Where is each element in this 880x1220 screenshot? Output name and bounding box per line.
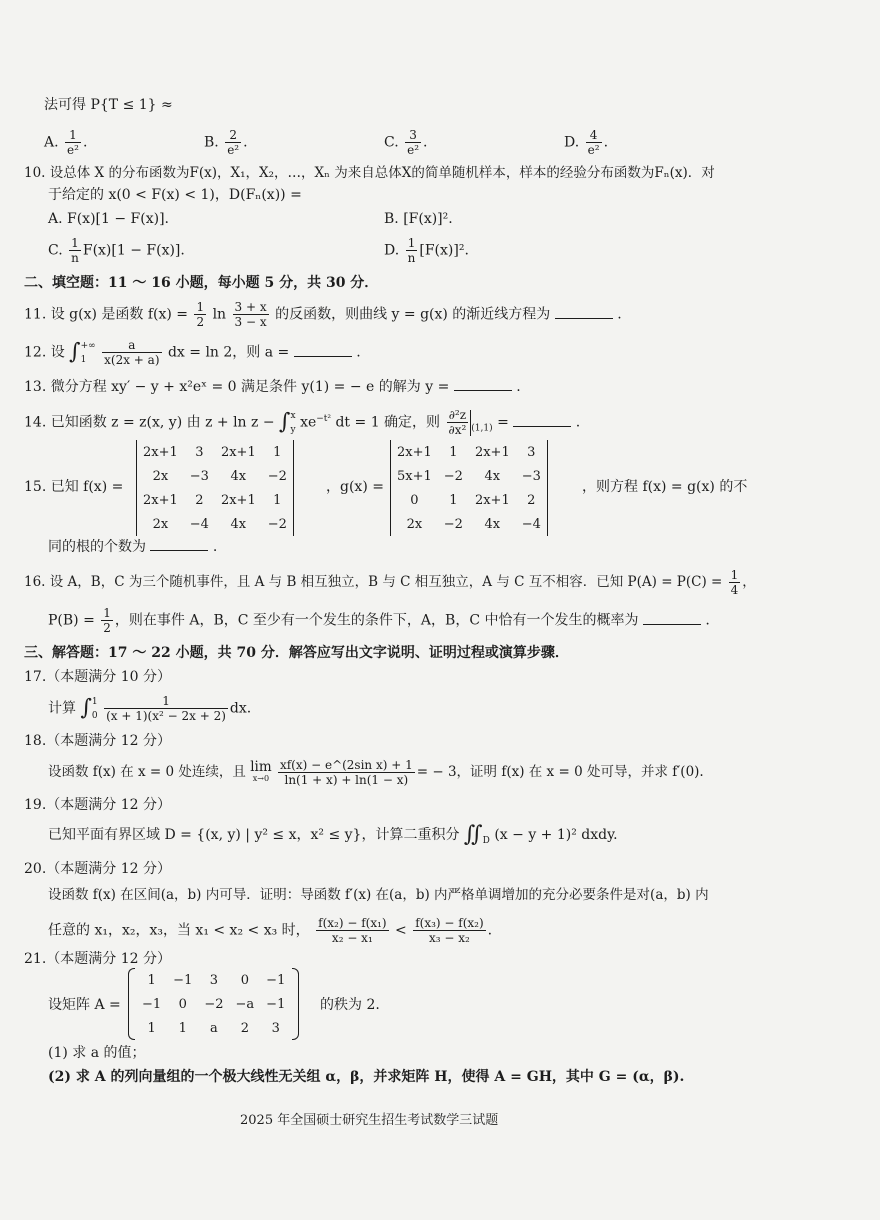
cell: 2x+1 [397, 444, 432, 460]
q15-pre: 15. 已知 f(x) = [24, 479, 124, 495]
q18-body [48, 758, 704, 787]
q21-head: 21.（本题满分 12 分） [24, 951, 171, 967]
numerator: 1 [406, 236, 418, 251]
cell: 3 [209, 972, 219, 988]
cell: −1 [266, 972, 286, 988]
left-bracket [128, 968, 135, 1040]
cell: 5x+1 [397, 468, 432, 484]
lower-limit: y [290, 424, 296, 435]
denominator: e² [407, 143, 420, 157]
q17-head: 17.（本题满分 10 分） [24, 669, 171, 685]
cell: 4x [230, 468, 247, 484]
option-label: C. [384, 134, 399, 151]
q11 [24, 300, 622, 329]
q21-post: 的秩为 2. [320, 997, 380, 1013]
cell: 0 [178, 996, 187, 1012]
q16-line1 [24, 568, 756, 597]
q21-pre: 设矩阵 A = [48, 997, 121, 1013]
q20-head: 20.（本题满分 12 分） [24, 861, 171, 877]
numerator: 1 [104, 694, 228, 709]
region-label: D [482, 835, 490, 846]
numerator: 1 [69, 236, 81, 251]
cell: 2 [240, 1020, 249, 1036]
q11-post: 的反函数，则曲线 y = g(x) 的渐近线方程为 [275, 306, 551, 323]
matrix-a [128, 968, 299, 1040]
less-than: < [395, 922, 407, 939]
fraction [729, 568, 741, 597]
upper-limit: x [290, 410, 296, 421]
fraction [405, 128, 421, 157]
integral-limits [92, 695, 98, 723]
cell: 1 [273, 492, 282, 508]
denominator: (x + 1)(x² − 2x + 2) [106, 709, 226, 723]
cell: 2x+1 [220, 492, 256, 508]
q13-text: 13. 微分方程 xy′ − y + x²eˣ = 0 满足条件 y(1) = − e 的解为 y = [24, 379, 450, 395]
cell: 2x [152, 516, 169, 532]
q9-option-a [44, 128, 87, 157]
ln: ln [212, 306, 227, 323]
q16-line2 [48, 606, 710, 635]
page-footer: 2025 年全国硕士研究生招生考试数学三试题 [240, 1113, 499, 1128]
q15-mid: ，g(x) = [326, 479, 384, 495]
fraction [413, 916, 485, 945]
numerator: 1 [65, 128, 81, 143]
q12-pre: 12. 设 [24, 344, 65, 361]
q10-line1: 10. 设总体 X 的分布函数为F(x)，X₁，X₂，…，Xₙ 为来自总体X的简单随机样本，样本的经验分布函数为Fₙ(x)．对 [24, 165, 715, 181]
right-bracket [292, 968, 299, 1040]
determinant-row [137, 464, 293, 488]
q16-line1-tail: ， [742, 574, 756, 590]
fraction [69, 236, 81, 265]
numerator: 2 [225, 128, 241, 143]
double-integral-sign: ∬ [463, 822, 483, 847]
q11-pre: 11. 设 g(x) 是函数 f(x) = [24, 306, 189, 323]
fraction [586, 128, 602, 157]
cell: −4 [521, 516, 541, 532]
denominator: ln(1 + x) + ln(1 − x) [284, 773, 409, 787]
integral-limits [81, 339, 96, 367]
q14-end: . [575, 414, 581, 431]
q10-option-c [48, 236, 185, 265]
denominator: 3 − x [234, 315, 267, 329]
answer-blank [294, 344, 352, 357]
cell: −2 [443, 516, 463, 532]
option-tail: [F(x)]². [419, 242, 469, 259]
cell: −a [235, 996, 255, 1012]
cell: 4x [230, 516, 247, 532]
q9-option-c [384, 128, 428, 157]
cell: −3 [521, 468, 541, 484]
q14-mid2: dt = 1 确定，则 [335, 414, 441, 431]
q17-post: dx. [229, 700, 252, 717]
q13-end: . [516, 379, 521, 395]
q17-body [48, 694, 251, 723]
cell: 2x [152, 468, 169, 484]
lim: lim [250, 758, 272, 775]
q9-option-d [564, 128, 608, 157]
numerator: 3 [405, 128, 421, 143]
upper-limit: 1 [91, 696, 98, 707]
cell: 0 [410, 492, 419, 508]
determinant-row [391, 440, 547, 464]
cell: −2 [267, 516, 287, 532]
option-tail: . [423, 134, 428, 151]
lim-sub: x→0 [252, 773, 270, 783]
q16-end: . [705, 612, 710, 629]
lower-limit: 0 [91, 710, 98, 721]
q12-post: dx = ln 2，则 a = [167, 344, 290, 361]
cell: 1 [449, 492, 458, 508]
cell: 2x [406, 516, 423, 532]
denominator: x(2x + a) [104, 353, 160, 367]
section-3-header: 三、解答题：17 ～ 22 小题，共 70 分．解答应写出文字说明、证明过程或演算步骤． [24, 645, 569, 661]
cell: −2 [443, 468, 463, 484]
option-tail: . [82, 134, 88, 151]
q14 [24, 408, 580, 437]
fraction [65, 128, 81, 157]
numerator: 4 [586, 128, 602, 143]
determinant-row [137, 488, 293, 512]
matrix-a-table [136, 968, 291, 1040]
option-label: C. [48, 242, 63, 259]
q11-end: . [617, 306, 622, 323]
fraction [102, 338, 161, 367]
fraction [101, 606, 113, 635]
q21-part2: (2) 求 A 的列向量组的一个极大线性无关组 α，β，并求矩阵 H，使得 A = GH，其中 G = (α，β). [48, 1069, 685, 1085]
q21-part1: (1) 求 a 的值； [48, 1045, 146, 1061]
fraction [316, 916, 388, 945]
determinant-row [137, 440, 293, 464]
denominator: n [407, 251, 416, 265]
g-determinant [390, 440, 548, 536]
cell: 1 [147, 1020, 156, 1036]
cell: 0 [240, 972, 249, 988]
q20-end: . [487, 922, 493, 939]
option-tail: . [243, 134, 248, 151]
fraction [406, 236, 418, 265]
option-tail: F(x)[1 − F(x)]. [82, 242, 185, 259]
denominator: ∂x² [448, 423, 467, 437]
q19-text: 已知平面有界区域 D = {(x, y) | y² ≤ x，x² ≤ y}，计算二重积分 [48, 827, 460, 843]
cell: 3 [527, 444, 536, 460]
answer-blank [454, 378, 512, 391]
q9-option-b [204, 128, 248, 157]
q16-line2-post: ，则在事件 A，B，C 至少有一个发生的条件下，A，B，C 中恰有一个发生的概率为 [114, 612, 639, 629]
numerator: 1 [730, 568, 739, 582]
answer-blank [150, 538, 208, 551]
q14-pre: 14. 已知函数 z = z(x, y) 由 z + ln z − [24, 414, 275, 431]
numerator: f(x₂) − f(x₁) [318, 916, 387, 930]
q20-line1: 设函数 f(x) 在区间(a，b) 内可导．证明：导函数 f′(x) 在(a，b) 内严格单调增加的充分必要条件是对(a，b) 内 [48, 887, 709, 903]
fraction [225, 128, 241, 157]
q10-line2: 于给定的 x(0 < F(x) < 1)，D(Fₙ(x)) = [48, 187, 302, 203]
q19-head: 19.（本题满分 12 分） [24, 797, 171, 813]
option-label: D. [564, 134, 580, 151]
cell: a [210, 1020, 218, 1036]
q10-option-d [384, 236, 469, 265]
option-label: B. [204, 134, 219, 151]
cell: 2 [195, 492, 204, 508]
denominator: n [71, 251, 79, 265]
limit [250, 758, 272, 785]
q18-post: = − 3，证明 f(x) 在 x = 0 处可导，并求 f′(0). [416, 764, 704, 780]
q14-eq: = [497, 414, 509, 431]
integral-sign: ∫ [80, 695, 92, 721]
fraction [233, 300, 269, 329]
numerator: xf(x) − e^(2sin x) + 1 [279, 758, 413, 772]
cell: 1 [178, 1020, 187, 1036]
matrix-row [136, 968, 291, 992]
answer-blank [643, 612, 701, 625]
integral-sign: ∫ [279, 409, 291, 435]
determinant-row [391, 464, 547, 488]
cell: −2 [267, 468, 287, 484]
cell: 4x [484, 468, 501, 484]
q16-line1-text: 16. 设 A，B，C 为三个随机事件，且 A 与 B 相互独立，B 与 C 相互独立，A 与 C 互不相容．已知 P(A) = P(C) = [24, 574, 723, 590]
g-determinant-table [391, 440, 547, 536]
q14-mid: xe [300, 414, 317, 431]
section-2-header: 二、填空题：11 ～ 16 小题，每小题 5 分，共 30 分． [24, 275, 379, 291]
q18-head: 18.（本题满分 12 分） [24, 733, 171, 749]
q19-body [48, 822, 618, 850]
q19-post: (x − y + 1)² dxdy. [494, 827, 618, 843]
q15-line2 [48, 538, 217, 556]
q20-line2 [48, 916, 492, 945]
denominator: 4 [730, 583, 739, 597]
f-determinant [136, 440, 294, 536]
option-label: A. [44, 134, 59, 151]
numerator: ∂²z [447, 408, 469, 423]
fraction [447, 408, 469, 437]
q12-end: . [356, 344, 361, 361]
q15-end: . [212, 539, 218, 555]
cell: 1 [273, 444, 282, 460]
q15-post: ，则方程 f(x) = g(x) 的不 [582, 479, 748, 495]
f-determinant-table [137, 440, 293, 536]
cell: 3 [195, 444, 204, 460]
exponent: −t² [316, 413, 332, 424]
cell: 1 [147, 972, 156, 988]
numerator: a [102, 338, 161, 353]
determinant-row [137, 512, 293, 536]
integral-sign: ∫ [69, 339, 81, 365]
matrix-row [136, 1016, 291, 1040]
cell: 2x+1 [220, 444, 256, 460]
cell: −4 [189, 516, 209, 532]
q10-option-b: B. [F(x)]². [384, 211, 453, 227]
cell: 2x+1 [143, 444, 178, 460]
denominator: 2 [196, 315, 205, 329]
numerator: 1 [103, 606, 111, 620]
answer-blank [555, 306, 613, 319]
q16-pb: P(B) = [48, 612, 95, 629]
fraction [194, 300, 206, 329]
q12 [24, 338, 361, 367]
cell: −1 [266, 996, 286, 1012]
q17-pre: 计算 [48, 700, 76, 717]
cell: −2 [204, 996, 224, 1012]
q9-tail: 法可得 P{T ≤ 1} ≈ [44, 97, 173, 113]
cell: 2 [527, 492, 536, 508]
denominator: e² [227, 143, 240, 157]
integral-limits [291, 409, 296, 437]
denominator: e² [587, 143, 600, 157]
determinant-row [391, 512, 547, 536]
numerator: f(x₃) − f(x₂) [415, 916, 484, 930]
cell: −1 [173, 972, 193, 988]
denominator: x₂ − x₁ [331, 931, 373, 945]
option-label: D. [384, 242, 400, 259]
cell: 3 [271, 1020, 280, 1036]
cell: 4x [484, 516, 501, 532]
cell: 2x+1 [474, 444, 510, 460]
upper-limit: +∞ [80, 340, 96, 351]
denominator: 2 [103, 621, 111, 635]
numerator: 3 + x [234, 300, 267, 314]
q10-option-a: A. F(x)[1 − F(x)]. [48, 211, 169, 227]
cell: 2x+1 [474, 492, 510, 508]
fraction [278, 758, 415, 787]
matrix-row [136, 992, 291, 1016]
evaluation-point: (1,1) [471, 423, 493, 434]
q13 [24, 378, 521, 396]
q15-line2-text: 同的根的个数为 [48, 539, 146, 555]
cell: −1 [142, 996, 162, 1012]
denominator: e² [67, 143, 79, 157]
cell: 2x+1 [143, 492, 178, 508]
denominator: x₃ − x₂ [429, 931, 470, 945]
lower-limit: 1 [80, 354, 87, 365]
q20-line2-pre: 任意的 x₁，x₂，x₃，当 x₁ < x₂ < x₃ 时， [48, 922, 310, 939]
answer-blank [513, 414, 571, 427]
cell: −3 [189, 468, 209, 484]
numerator: 1 [196, 300, 205, 314]
determinant-row [391, 488, 547, 512]
fraction [104, 694, 228, 723]
cell: 1 [449, 444, 458, 460]
q18-pre: 设函数 f(x) 在 x = 0 处连续，且 [48, 764, 246, 780]
option-tail: . [603, 134, 609, 151]
